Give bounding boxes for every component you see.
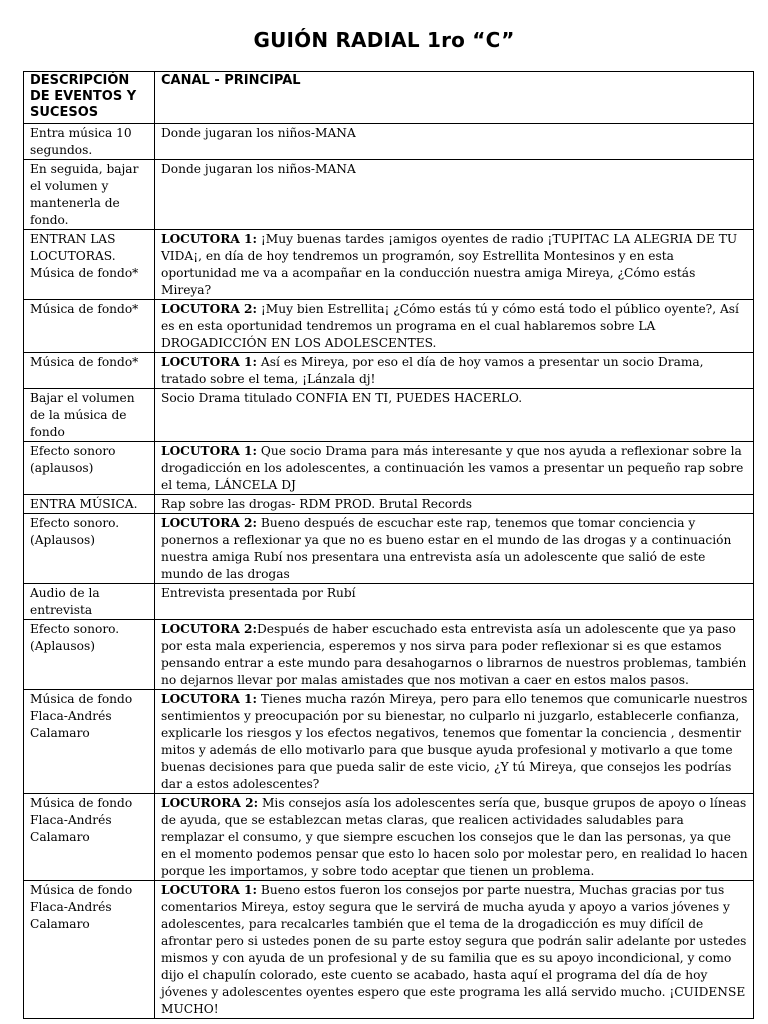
- speaker-label: LOCUTORA 2:: [161, 622, 258, 636]
- dialogue-text: Bueno estos fueron los consejos por parte nuestra, Muchas gracias por tus comentarios Mireya, estoy segura que le servirá de mucha ayuda y apoyo a varios jóvenes y adolescentes, para recalcarles también que el tema de la drogadicción es muy difícil de afrontar pero si ustedes ponen de su parte estoy segura que podrán salir adelante por ustedes mismos y con ayuda de un profesional y de su familia que es su apoyo incondicional, y como dijo el chapulín colorado, este cuento se acabado, hasta aquí el programa del día de hoy jóvenes y adolescentes oyentes espero que este programa les allá servido mucho. ¡CUIDENSE MUCHO!: [161, 883, 747, 1016]
- dialogue-text: Rap sobre las drogas- RDM PROD. Brutal Records: [161, 497, 473, 511]
- table-row: [24, 230, 754, 300]
- channel-content-cell: [155, 690, 754, 794]
- channel-content-cell: [155, 584, 754, 620]
- dialogue-text: Donde jugaran los niños-MANA: [161, 162, 356, 176]
- script-table: [23, 71, 754, 1019]
- table-row: [24, 389, 754, 442]
- channel-content-cell: [155, 620, 754, 690]
- dialogue-text: Donde jugaran los niños-MANA: [161, 126, 356, 140]
- table-row: [24, 353, 754, 389]
- speaker-label: LOCUTORA 1:: [161, 444, 258, 458]
- channel-content-cell: [155, 442, 754, 495]
- speaker-label: LOCUTORA 2:: [161, 516, 258, 530]
- event-description-cell: Música de fondo Flaca-Andrés Calamaro: [24, 881, 155, 1019]
- channel-content-cell: [155, 300, 754, 353]
- dialogue-text: ¡Muy buenas tardes ¡amigos oyentes de radio ¡TUPITAC LA ALEGRIA DE TU VIDA¡, en día de hoy tendremos un programón, soy Estrellita Montesinos y en esta oportunidad me va a acompañar en la conducción nuestra amiga Mireya, ¿Cómo estás Mireya?: [161, 232, 738, 297]
- table-row: [24, 794, 754, 881]
- table-row: [24, 514, 754, 584]
- table-row: [24, 584, 754, 620]
- channel-content-cell: [155, 353, 754, 389]
- speaker-label: LOCUTORA 2:: [161, 302, 258, 316]
- dialogue-text: Que socio Drama para más interesante y que nos ayuda a reflexionar sobre la drogadicción en los adolescentes, a continuación les vamos a presentar un pequeño rap sobre el tema, LÁNCELA DJ: [161, 444, 744, 492]
- channel-content-cell: [155, 160, 754, 230]
- dialogue-text: Entrevista presentada por Rubí: [161, 586, 356, 600]
- dialogue-text: Bueno después de escuchar este rap, tenemos que tomar conciencia y ponernos a reflexionar ya que no es bueno estar en el mundo de las drogas y a continuación nuestra amiga Rubí nos presentara una entrevista asía un adolescente que salió de este mundo de las drogas: [161, 516, 732, 581]
- event-description-cell: ENTRAN LAS LOCUTORAS. Música de fondo*: [24, 230, 155, 300]
- table-row: [24, 620, 754, 690]
- event-description-cell: Audio de la entrevista: [24, 584, 155, 620]
- table-row: [24, 690, 754, 794]
- event-description-cell: Música de fondo Flaca-Andrés Calamaro: [24, 690, 155, 794]
- header-channel-cell: CANAL - PRINCIPAL: [155, 72, 754, 124]
- event-description-cell: Entra música 10 segundos.: [24, 124, 155, 160]
- dialogue-text: Socio Drama titulado CONFIA EN TI, PUEDES HACERLO.: [161, 391, 523, 405]
- event-description-cell: Bajar el volumen de la música de fondo: [24, 389, 155, 442]
- speaker-label: LOCUTORA 1:: [161, 883, 258, 897]
- header-events-cell: DESCRIPCIÓN DE EVENTOS Y SUCESOS: [24, 72, 155, 124]
- speaker-label: LOCUTORA 1:: [161, 232, 258, 246]
- channel-content-cell: [155, 514, 754, 584]
- event-description-cell: Música de fondo*: [24, 300, 155, 353]
- channel-content-cell: [155, 230, 754, 300]
- event-description-cell: Efecto sonoro. (Aplausos): [24, 514, 155, 584]
- document-title: GUIÓN RADIAL 1ro “C”: [253, 28, 515, 52]
- channel-content-cell: [155, 794, 754, 881]
- speaker-label: LOCUTORA 1:: [161, 355, 258, 369]
- event-description-cell: En seguida, bajar el volumen y mantenerla de fondo.: [24, 160, 155, 230]
- speaker-label: LOCUTORA 1:: [161, 692, 258, 706]
- script-table-body: [24, 72, 754, 1019]
- event-description-cell: Efecto sonoro. (Aplausos): [24, 620, 155, 690]
- channel-content-cell: [155, 389, 754, 442]
- dialogue-text: Después de haber escuchado esta entrevista asía un adolescente que ya paso por esta mala experiencia, esperemos y nos sirva para poder reflexionar si es que estamos pensando entrar a este mundo para desahogarnos o librarnos de nuestros problemas, también no dejarnos llevar por malas amistades que nos motivan a caer en estos malos pasos.: [161, 622, 747, 687]
- dialogue-text: Mis consejos asía los adolescentes sería que, busque grupos de apoyo o líneas de ayuda, que se establezcan metas claras, que realicen actividades saludables para remplazar el consumo, y que siempre escuchen los consejos que le dan las personas, ya que en el momento podemos pensar que esto lo hacen solo por molestar pero, en realidad lo hacen porque les importamos, y sobre todo aceptar que tienen un problema.: [161, 796, 748, 878]
- table-row: [24, 124, 754, 160]
- table-row: [24, 495, 754, 514]
- dialogue-text: Tienes mucha razón Mireya, pero para ello tenemos que comunicarle nuestros sentimientos y preocupación por su bienestar, no culparlo ni juzgarlo, establecerle confianza, explicarle los riesgos y los efectos negativos, tenemos que fomentar la conciencia , desmentir mitos y además de ello motivarlo para que busque ayuda profesional y motivarlo a que tome buenas decisiones para que pueda salir de este vicio, ¿Y tú Mireya, que consejos les podrías dar a estos adolescentes?: [161, 692, 748, 791]
- table-row: [24, 442, 754, 495]
- event-description-cell: ENTRA MÚSICA.: [24, 495, 155, 514]
- channel-content-cell: [155, 495, 754, 514]
- dialogue-text: ¡Muy bien Estrellita¡ ¿Cómo estás tú y cómo está todo el público oyente?, Así es en esta oportunidad tendremos un programa en el cual hablaremos sobre LA DROGADICCIÓN EN LOS ADOLESCENTES.: [161, 302, 739, 350]
- dialogue-text: Así es Mireya, por eso el día de hoy vamos a presentar un socio Drama, tratado sobre el tema, ¡Lánzala dj!: [161, 355, 704, 386]
- table-header-row: [24, 72, 754, 124]
- table-row: [24, 300, 754, 353]
- table-row: [24, 160, 754, 230]
- speaker-label: LOCURORA 2:: [161, 796, 259, 810]
- page-bottom-whitespace: [0, 960, 768, 1024]
- channel-content-cell: [155, 124, 754, 160]
- event-description-cell: Música de fondo*: [24, 353, 155, 389]
- event-description-cell: Efecto sonoro (aplausos): [24, 442, 155, 495]
- event-description-cell: Música de fondo Flaca-Andrés Calamaro: [24, 794, 155, 881]
